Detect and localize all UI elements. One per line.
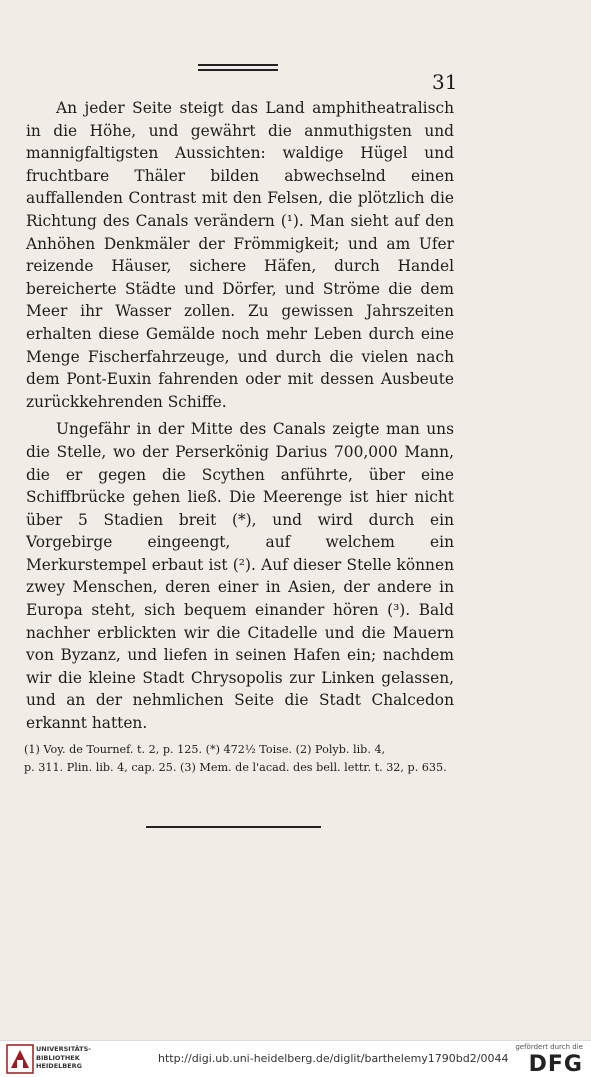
paragraph-2: Ungefähr in der Mitte des Canals zeigte man uns die Stelle, wo der Perserkönig Darius 700,000 Mann, die er gegen die Scythen anführte, über eine Schiffbrücke gehen ließ. Die Meerenge ist hier nicht über 5 Stadien breit (*), und wird durch ein Vorgebirge eingeengt, auf welchem ein Merkurstempel erbaut ist (²). Auf dieser Stelle können zwey Menschen, deren einer in Asien, der andere in Europa steht, sich bequem einander hören (³). Bald nachher erblickten wir die Citadelle und die Mauern von Byzanz, und liefen in seinen Hafen ein; nachdem wir die kleine Stadt Chrysopolis zur Linken gelassen, und an der nehmlichen Seite die Stadt Chalcedon erkannt hatten.: [26, 420, 454, 733]
viewer-footer: [0, 1040, 591, 1077]
permalink-url[interactable]: http://digi.ub.uni-heidelberg.de/diglit/barthelemy1790bd2/0044: [158, 1052, 509, 1065]
footer-rule: [146, 826, 321, 828]
library-name-line-1: UNIVERSITÄTS-: [36, 1045, 91, 1053]
university-library-logo-icon: [6, 1044, 34, 1074]
footnote-line-2: p. 311. Plin. lib. 4, cap. 25. (3) Mem. de l'acad. des bell. lettr. t. 32, p. 635.: [24, 761, 447, 774]
library-name-line-2: BIBLIOTHEK: [36, 1053, 80, 1062]
library-name: [36, 1045, 91, 1071]
body-text: [26, 97, 454, 735]
paragraph-1: An jeder Seite steigt das Land amphitheatralisch in die Höhe, und gewährt die anmuthigsten und mannigfaltigsten Aussichten: waldige Hügel und fruchtbare Thäler bilden abwechselnd einen auffallenden Contrast mit den Felsen, die plötzlich die Richtung des Canals verändern (¹). Man sieht auf den Anhöhen Denkmäler der Frömmigkeit; und am Ufer reizende Häuser, sichere Häfen, durch Handel bereicherte Städte und Dörfer, und Ströme die dem Meer ihr Wasser zollen. Zu gewissen Jahrszeiten erhalten diese Gemälde noch mehr Leben durch eine Menge Fischerfahrzeuge, und durch die vielen nach dem Pont-Euxin fahrenden oder mit dessen Ausbeute zurückkehrenden Schiffe.: [26, 99, 454, 411]
page-number: 31: [432, 70, 458, 94]
footnote-line-1: (1) Voy. de Tournef. t. 2, p. 125. (*) 472½ Toise. (2) Polyb. lib. 4,: [24, 743, 386, 756]
sponsor-caption: gefördert durch die: [515, 1043, 583, 1051]
header-double-rule: [198, 64, 278, 71]
dfg-logo: DFG: [528, 1052, 583, 1077]
library-name-line-3: HEIDELBERG: [36, 1062, 83, 1070]
